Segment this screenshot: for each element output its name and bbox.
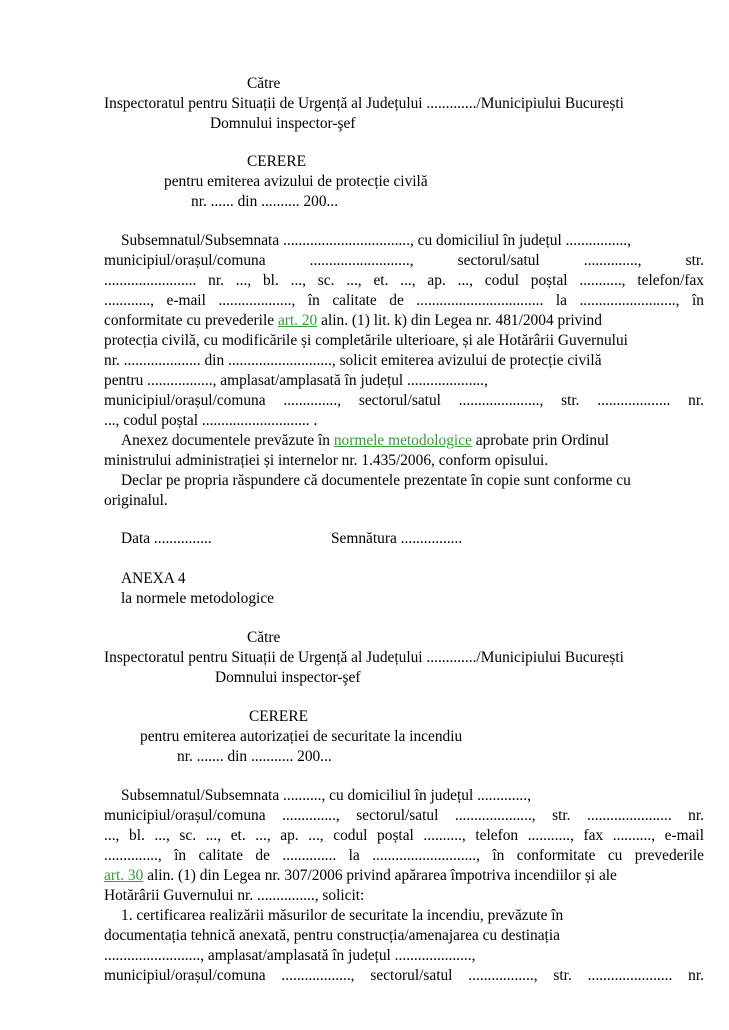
body-line: Subsemnatul/Subsemnata ................................., cu domiciliul în județul ................, (121, 232, 631, 249)
body-text: conformitate cu prevederile (104, 312, 275, 329)
body-text: Anexez documentele prevăzute în (121, 432, 330, 449)
body-text: alin. (1) lit. k) din Legea nr. 481/2004 privind (321, 312, 602, 329)
annex-title: ANEXA 4 (121, 570, 186, 587)
request-subtitle: pentru emiterea avizului de protecție civilă (164, 173, 428, 190)
body-line: municipiul/orașul/comuna .........................., sectorul/satul .............., str. (104, 252, 704, 269)
body-line: nr. .................... din ..........................., solicit emiterea avizului de protecție civilă (104, 352, 602, 369)
body-line: originalul. (104, 492, 168, 509)
request-number-line: nr. ....... din ........... 200... (177, 748, 332, 765)
body-text: alin. (1) din Legea nr. 307/2006 privind apărarea împotriva incendiilor și ale (147, 867, 617, 884)
body-line (121, 431, 721, 451)
methodological-norms-link[interactable]: normele metodologice (333, 432, 472, 449)
body-text: aprobate prin Ordinul (475, 432, 610, 449)
body-line: ..., bl. ..., sc. ..., et. ..., ap. ..., codul poștal .........., telefon ..........., fax .........., e-mail (104, 827, 704, 844)
body-line: ........................ nr. ..., bl. ..., sc. ..., et. ..., ap. ..., codul poștal ..........., telefon/fax (104, 272, 704, 289)
body-line: Subsemnatul/Subsemnata .........., cu domiciliul în județul ............., (121, 787, 531, 804)
body-line: .............., în calitate de .............. la ..........................., în conformitate cu prevederile (104, 847, 704, 864)
body-line: pentru ................., amplasat/amplasată în județul ...................., (104, 372, 488, 389)
body-line: documentația tehnică anexată, pentru construcția/amenajarea cu destinația (104, 927, 560, 944)
art-30-link[interactable]: art. 30 (104, 867, 144, 884)
body-line: municipiul/orașul/comuna .............., sectorul/satul ....................., str. ................... nr. (104, 392, 704, 409)
addressee-to: Către (247, 75, 281, 92)
body-line: ............, e-mail ..................., în calitate de ................................. la ........................., în (104, 292, 704, 309)
request-title: CERERE (249, 708, 308, 725)
body-line: municipiul/orașul/comuna .............., sectorul/satul ...................., str. ...................... nr. (104, 807, 704, 824)
body-line: ministrului administrației și internelor nr. 1.435/2006, conform opisului. (104, 452, 549, 469)
date-field: Data ............... (121, 530, 212, 547)
institution-line: Inspectoratul pentru Situații de Urgență al Județului ............./Municipiului București (104, 95, 624, 112)
addressee-to: Către (247, 629, 281, 646)
addressee-title: Domnului inspector-şef (210, 115, 356, 132)
body-line: 1. certificarea realizării măsurilor de securitate la incendiu, prevăzute în (121, 907, 564, 924)
body-line: Hotărârii Guvernului nr. ..............., solicit: (104, 887, 365, 904)
art-20-link[interactable]: art. 20 (277, 312, 318, 329)
annex-subtitle: la normele metodologice (121, 590, 274, 607)
body-line: Declar pe propria răspundere că documentele prezentate în copie sunt conforme cu (121, 472, 631, 489)
body-line: municipiul/orașul/comuna .................., sectorul/satul ................., str. ...................... nr. (104, 967, 704, 984)
request-title: CERERE (247, 153, 306, 170)
body-line (104, 866, 704, 886)
body-line: ..., codul poștal ............................ . (104, 412, 318, 429)
signature-field: Semnătura ................ (331, 530, 463, 547)
body-line: protecția civilă, cu modificările și completările ulterioare, și ale Hotărârii Guvernului (104, 332, 628, 349)
request-number-line: nr. ...... din .......... 200... (191, 193, 339, 210)
addressee-title: Domnului inspector-şef (215, 669, 361, 686)
request-subtitle: pentru emiterea autorizației de securitate la incendiu (140, 728, 463, 745)
body-line: ........................., amplasat/amplasată în județul ...................., (104, 947, 476, 964)
institution-line: Inspectoratul pentru Situații de Urgență al Județului ............./Municipiului București (104, 649, 624, 666)
body-line (104, 311, 704, 331)
